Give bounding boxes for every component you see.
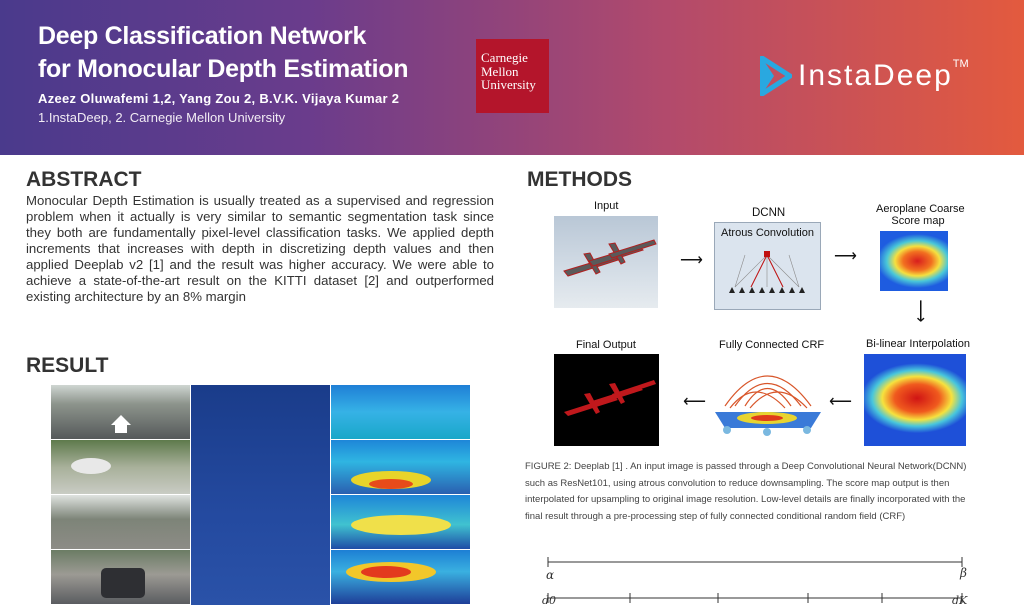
arrow-right-icon: ⟶ <box>834 248 857 265</box>
coarse-score-map-label: Aeroplane Coarse Score map <box>876 203 965 227</box>
aeroplane-icon <box>554 216 658 308</box>
arrow-right-icon: ⟶ <box>680 252 703 269</box>
arrow-down-icon: ⟶ <box>911 299 929 323</box>
atrous-convolution-label: Atrous Convolution <box>721 227 814 239</box>
input-images-column <box>51 385 190 605</box>
arrow-left-icon: ⟶ <box>683 392 706 409</box>
road-arrow-icon <box>51 385 190 439</box>
title-line-1: Deep Classification Network <box>38 22 367 50</box>
poster-title <box>38 20 408 86</box>
result-figure <box>51 385 470 605</box>
scale-end: dK <box>952 594 968 607</box>
input-label: Input <box>594 200 619 212</box>
segmented-aeroplane-icon <box>554 354 659 446</box>
dcnn-label: DCNN <box>752 207 786 219</box>
arrow-left-icon: ⟶ <box>829 392 852 409</box>
road-image <box>51 385 190 439</box>
crf-diagram <box>715 356 821 436</box>
affiliations: 1.InstaDeep, 2. Carnegie Mellon University <box>38 110 286 125</box>
methods-heading: METHODS <box>527 168 632 191</box>
final-output-image <box>554 354 659 446</box>
scale-alpha: α <box>546 568 555 582</box>
instadeep-play-icon <box>760 56 792 96</box>
result-heading: RESULT <box>26 354 109 377</box>
title-line-2: for Monocular Depth Estimation <box>38 55 409 83</box>
depth-discretization-scale <box>540 556 970 606</box>
interpolated-score-map <box>864 354 966 446</box>
cmu-logo: Carnegie Mellon University <box>476 39 549 113</box>
abstract-text: Monocular Depth Estimation is usually treated as a supervised and regression problem when it actually is very similar to semantic segmentation task since they both are fundamentally pixel-level classification tasks. We applied depth increments that increases with depth in discretizing depth values and then applied Deeplab v2 [1] and the result was higher accuracy. We were able to achieve a state-of-the-art result on the KITTI dataset [2] and outperformed existing architecture by an 8% margin <box>26 193 494 304</box>
trademark-mark: TM <box>952 58 969 70</box>
ground-truth-column <box>191 385 330 605</box>
dcnn-box <box>714 222 821 310</box>
instadeep-logo <box>760 56 969 96</box>
road-image <box>51 550 190 604</box>
scale-beta: β <box>960 566 967 580</box>
road-image <box>51 440 190 494</box>
prediction-column <box>331 385 470 605</box>
authors: Azeez Oluwafemi 1,2, Yang Zou 2, B.V.K. Vijaya Kumar 2 <box>38 91 400 106</box>
scale-start: d0 <box>542 594 557 607</box>
abstract-heading: ABSTRACT <box>26 168 142 191</box>
crf-label: Fully Connected CRF <box>719 339 825 351</box>
input-aeroplane-image <box>554 216 658 308</box>
instadeep-wordmark: InstaDeep <box>798 59 953 92</box>
road-image <box>51 495 190 549</box>
coarse-score-map <box>880 231 948 291</box>
final-output-label: Final Output <box>576 339 636 351</box>
bilinear-interpolation-label: Bi-linear Interpolation <box>866 338 970 350</box>
figure-caption: FIGURE 2: Deeplab [1] . An input image is passed through a Deep Convolutional Neural Network(DCNN) such as ResNet101, using atrous convolution to reduce downsampling. The score map output is then interpolated for upsampling to original image resolution. Low-level details are finally incorporated with the final result through a pre-processing step of fully connected conditional random field (CRF) <box>525 461 967 522</box>
